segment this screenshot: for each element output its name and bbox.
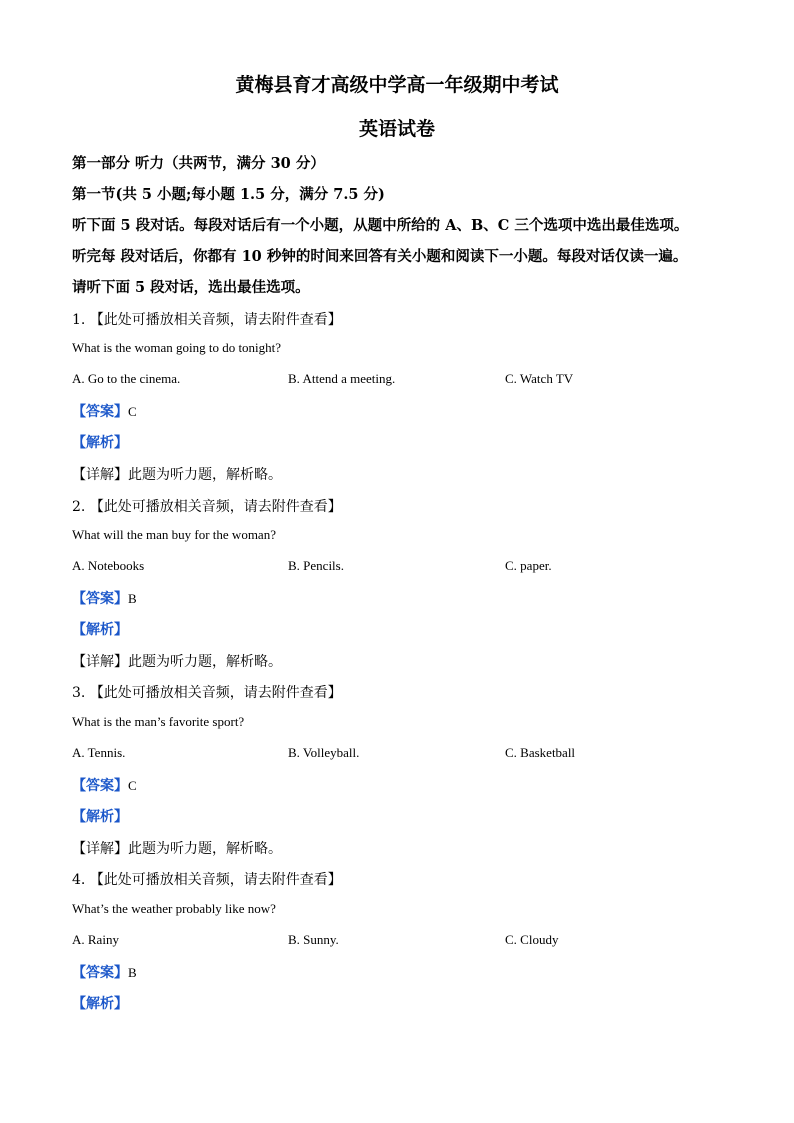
detail-label: 【详解】: [72, 841, 128, 857]
detail-row: [72, 464, 282, 484]
section-heading: 第一节(共 5 小题;每小题 1.5 分，满分 7.5 分): [72, 186, 385, 203]
question-number: 1. 【此处可播放相关音频，请去附件查看】: [72, 312, 342, 328]
instruction-line-2: 听完每 段对话后，你都有 10 秒钟的时间来回答有关小题和阅读下一小题。每段对话仅读一遍。: [72, 248, 688, 265]
option-a: A. Rainy: [72, 932, 119, 947]
detail-text: 此题为听力题，解析略。: [128, 654, 282, 670]
part-heading: 第一部分 听力（共两节，满分 30 分）: [72, 155, 325, 172]
analysis-row: [72, 993, 128, 1013]
option-b: B. Sunny.: [288, 932, 339, 947]
question-text: What’s the weather probably like now?: [72, 901, 276, 916]
analysis-row: [72, 432, 128, 452]
instruction-line-3: 请听下面 5 段对话，选出最佳选项。: [72, 279, 310, 296]
question-number: 2. 【此处可播放相关音频，请去附件查看】: [72, 499, 342, 515]
answer-label: 【答案】: [72, 591, 128, 607]
detail-label: 【详解】: [72, 654, 128, 670]
answer-value: C: [128, 404, 137, 419]
answer-row: [72, 401, 137, 421]
detail-text: 此题为听力题，解析略。: [128, 841, 282, 857]
answer-label: 【答案】: [72, 404, 128, 420]
question-text: What is the man’s favorite sport?: [72, 714, 245, 729]
exam-title: 黄梅县育才高级中学高一年级期中考试: [235, 74, 559, 96]
answer-row: [72, 588, 137, 608]
analysis-label: 【解析】: [72, 996, 128, 1012]
analysis-label: 【解析】: [72, 809, 128, 825]
question-number: 3. 【此处可播放相关音频，请去附件查看】: [72, 685, 342, 701]
option-a: A. Notebooks: [72, 558, 145, 573]
option-b: B. Pencils.: [288, 558, 344, 573]
option-c: C. paper.: [505, 558, 552, 573]
analysis-row: [72, 619, 128, 639]
option-c: C. Basketball: [505, 745, 576, 760]
option-c: C. Watch TV: [505, 371, 574, 386]
instruction-line-1: 听下面 5 段对话。每段对话后有一个小题，从题中所给的 A、B、C 三个选项中选出最佳选项。: [72, 217, 689, 234]
option-c: C. Cloudy: [505, 932, 559, 947]
option-a: A. Go to the cinema.: [72, 371, 181, 386]
question-text: What will the man buy for the woman?: [72, 527, 276, 542]
option-b: B. Volleyball.: [288, 745, 360, 760]
answer-row: [72, 962, 137, 982]
analysis-label: 【解析】: [72, 622, 128, 638]
detail-row: [72, 651, 282, 671]
detail-label: 【详解】: [72, 467, 128, 483]
option-b: B. Attend a meeting.: [288, 371, 396, 386]
detail-text: 此题为听力题，解析略。: [128, 467, 282, 483]
answer-value: C: [128, 778, 137, 793]
answer-value: B: [128, 965, 137, 980]
answer-label: 【答案】: [72, 778, 128, 794]
answer-value: B: [128, 591, 137, 606]
detail-row: [72, 838, 282, 858]
answer-label: 【答案】: [72, 965, 128, 981]
question-text: What is the woman going to do tonight?: [72, 340, 282, 355]
analysis-label: 【解析】: [72, 435, 128, 451]
option-a: A. Tennis.: [72, 745, 126, 760]
question-number: 4. 【此处可播放相关音频，请去附件查看】: [72, 872, 342, 888]
answer-row: [72, 775, 137, 795]
analysis-row: [72, 806, 128, 826]
exam-subtitle: 英语试卷: [358, 118, 435, 140]
